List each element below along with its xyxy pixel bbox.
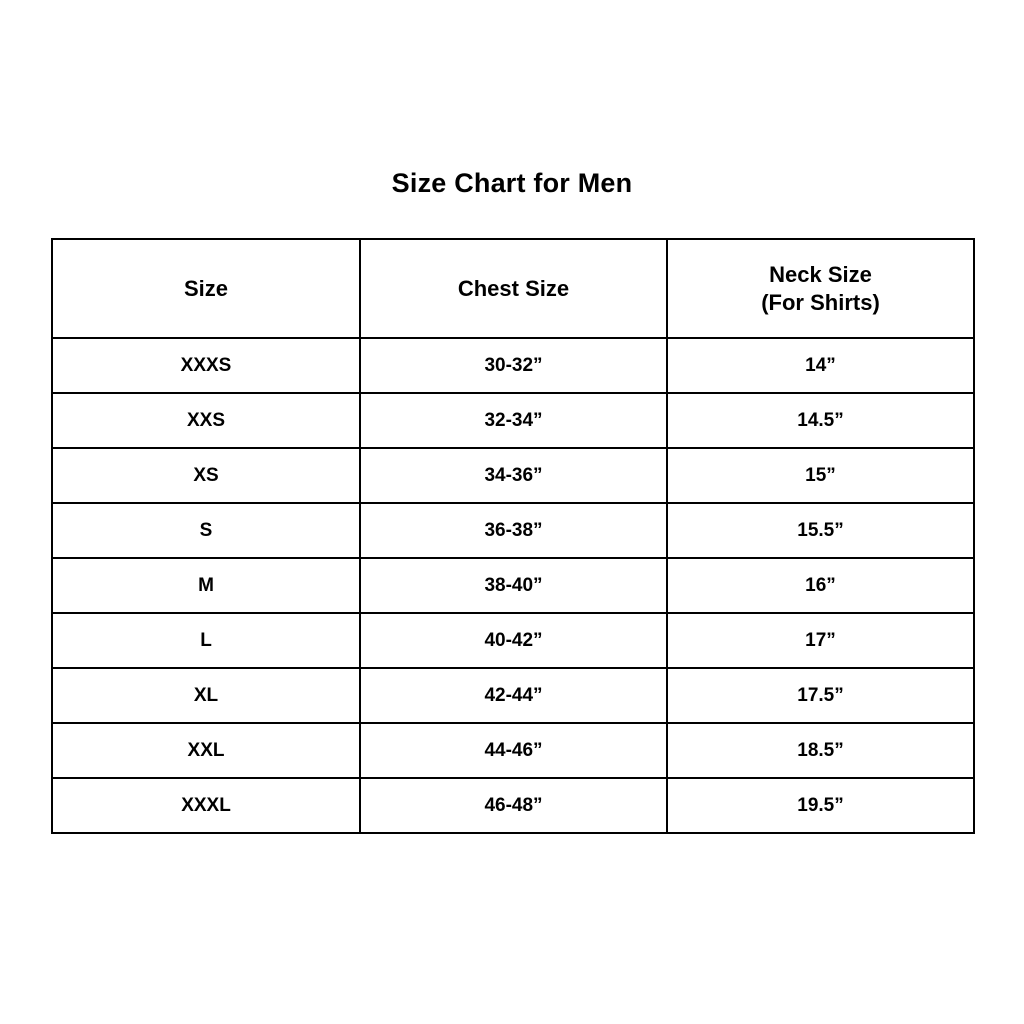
cell-chest: 30-32”: [360, 338, 667, 393]
table-row: [52, 778, 974, 833]
cell-size: XL: [52, 668, 360, 723]
cell-neck: 15.5”: [667, 503, 974, 558]
cell-neck: 18.5”: [667, 723, 974, 778]
cell-size: XXS: [52, 393, 360, 448]
column-header-chest: [360, 239, 667, 338]
table-row: [52, 613, 974, 668]
table-row: [52, 448, 974, 503]
cell-chest: 44-46”: [360, 723, 667, 778]
table-row: [52, 393, 974, 448]
table-header: [52, 239, 974, 338]
cell-chest: 46-48”: [360, 778, 667, 833]
cell-size: L: [52, 613, 360, 668]
table-row: [52, 558, 974, 613]
column-header-size: [52, 239, 360, 338]
cell-size: XXXS: [52, 338, 360, 393]
cell-neck: 17.5”: [667, 668, 974, 723]
table-row: [52, 503, 974, 558]
cell-neck: 17”: [667, 613, 974, 668]
cell-neck: 19.5”: [667, 778, 974, 833]
cell-size: XXXL: [52, 778, 360, 833]
cell-neck: 16”: [667, 558, 974, 613]
column-header-neck-label: Neck Size: [769, 262, 872, 287]
cell-chest: 42-44”: [360, 668, 667, 723]
cell-size: XXL: [52, 723, 360, 778]
cell-neck: 15”: [667, 448, 974, 503]
column-header-neck-sublabel: (For Shirts): [761, 289, 880, 315]
table-header-row: [52, 239, 974, 338]
column-header-chest-label: Chest Size: [457, 275, 570, 301]
cell-chest: 34-36”: [360, 448, 667, 503]
cell-chest: 38-40”: [360, 558, 667, 613]
cell-chest: 36-38”: [360, 503, 667, 558]
table-row: [52, 723, 974, 778]
column-header-size-label: Size: [183, 275, 229, 301]
column-header-neck: [667, 239, 974, 338]
table-body: [52, 338, 974, 833]
table-row: [52, 338, 974, 393]
cell-size: XS: [52, 448, 360, 503]
cell-size: M: [52, 558, 360, 613]
cell-size: S: [52, 503, 360, 558]
cell-chest: 32-34”: [360, 393, 667, 448]
size-chart-table: [51, 238, 975, 834]
cell-chest: 40-42”: [360, 613, 667, 668]
table-row: [52, 668, 974, 723]
cell-neck: 14.5”: [667, 393, 974, 448]
cell-neck: 14”: [667, 338, 974, 393]
page-title: Size Chart for Men: [391, 168, 633, 198]
